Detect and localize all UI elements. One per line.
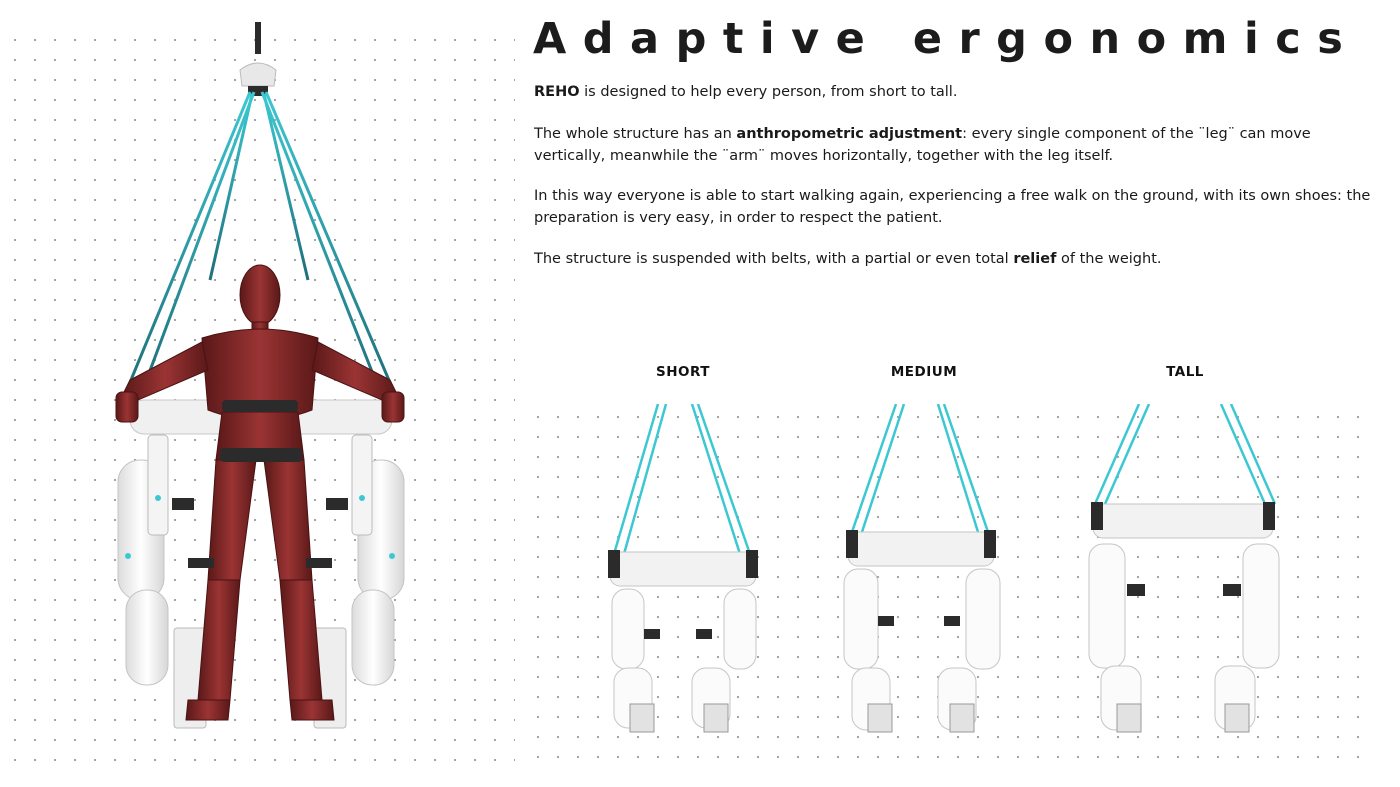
paragraph-suspension [534,248,1384,270]
paragraph-adjustment-before: The whole structure has an [534,126,737,142]
size-label-tall: TALL [1166,364,1204,380]
relief-bold-text: relief [1013,251,1057,267]
anthropometric-bold-text: anthropometric adjustment [736,126,963,142]
exoskeleton-short [600,404,770,744]
page-title: Adaptive ergonomics [533,14,1360,64]
paragraph-intro-text: is designed to help every person, from short to tall. [579,84,958,100]
hanger-rod [255,22,261,54]
paragraph-walking: In this way everyone is able to start walking again, experiencing a free walk on the ground, with its own shoes: the preparation is very easy, in order to respect the patient. [534,188,1371,226]
paragraph-adjustment [534,123,1384,167]
exoskeleton-medium [838,404,1008,744]
exoskeleton-illustration [90,20,430,730]
reho-bold-text: REHO [534,84,580,100]
size-label-short: SHORT [656,364,710,380]
leg-shells [118,435,404,728]
paragraph-adjustment-after: : every single component of the ¨leg¨ can move vertically, meanwhile the ¨arm¨ moves horizontally, together with the leg itself. [534,126,1311,164]
paragraph-intro [534,81,1384,103]
exoskeleton-tall [1085,404,1285,744]
paragraph-suspension-before: The structure is suspended with belts, with a partial or even total [534,251,1014,267]
paragraph-suspension-after: of the weight. [1056,251,1162,267]
size-label-medium: MEDIUM [890,364,958,380]
